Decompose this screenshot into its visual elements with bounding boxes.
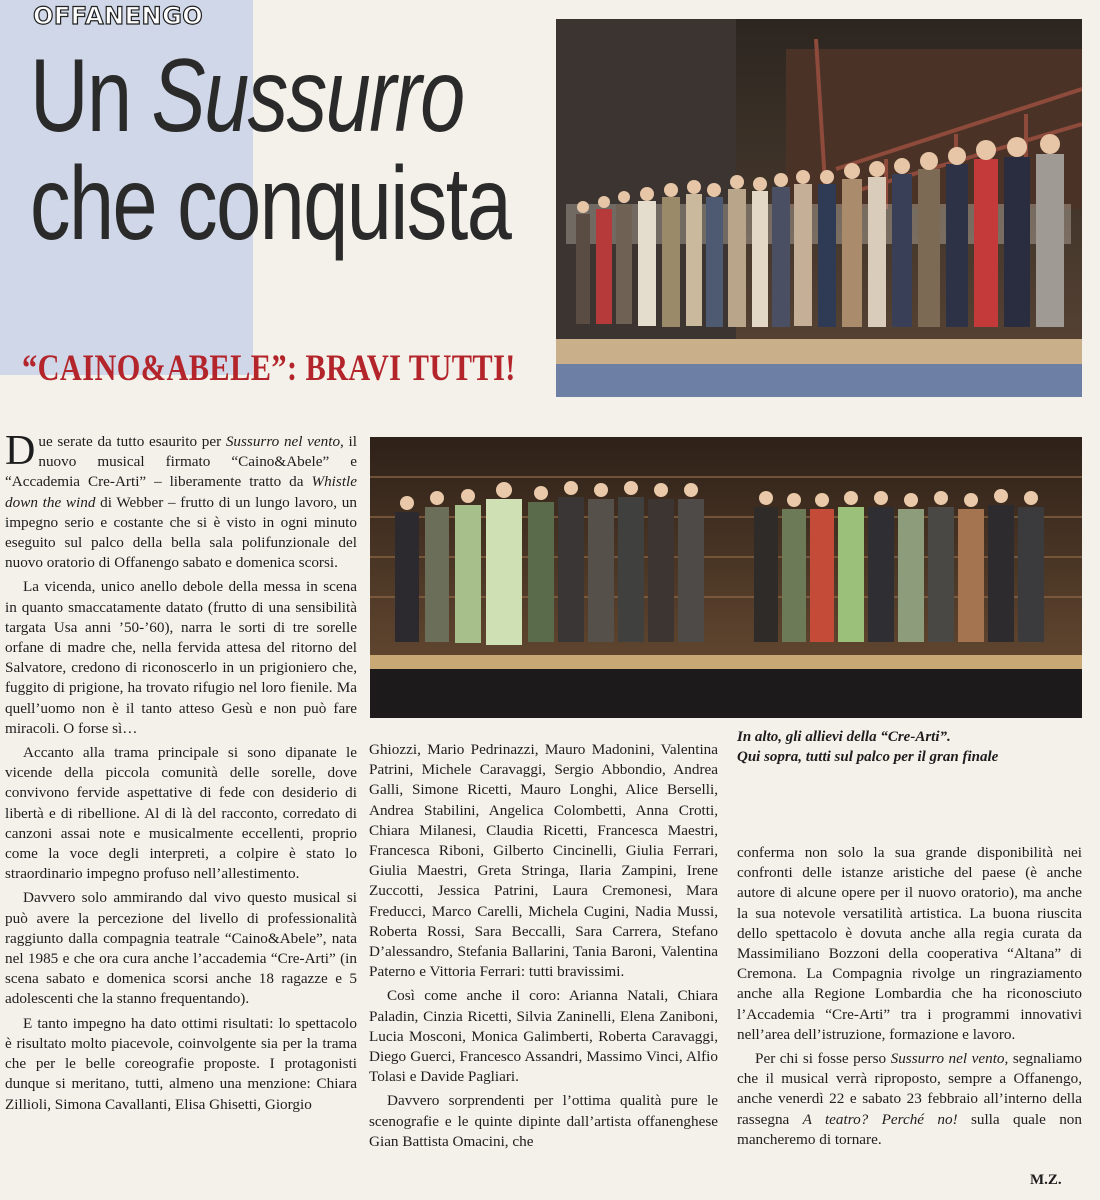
headline	[30, 38, 511, 262]
caption-line-2: Qui sopra, tutti sul palco per il gran finale	[737, 749, 999, 765]
article-paragraph-3: Accanto alla trama principale si sono dipanate le vicende della piccola comunità delle sorelle, dove convivono fervide aspettative di fede con desiderio di libertà e di ribellione. Al di là del racconto, corredato di canzoni assai note e musicalmente eccellenti, proprio come la voce degli interpreti, a colpire è stato lo straordinario impegno profuso nell’allestimento.	[5, 744, 357, 883]
article-paragraph-5: E tanto impegno ha dato ottimi risultati: lo spettacolo è risultato molto piacevole, coinvolgente sia per la trama che per le belle coreografie proposte. I protagonisti dunque si meritano, tutti, almeno una menzione: Chiara Zillioli, Simona Cavallanti, Elisa Ghisetti, Giorgio	[5, 1014, 357, 1113]
photo-caption	[737, 727, 1082, 767]
article-paragraph-1: Due serate da tutto esaurito per Sussurro nel vento, il nuovo musical firmato “Caino&Abele” e “Accademia Cre-Arti” – liberamente tratto da Whistle down the wind di Webber – frutto di un lungo lavoro, un impegno serio e costante che si è visto in ogni minuto eseguito sul palco della bella sala polifunzionale del nuovo oratorio di Offanengo sabato e domenica scorsi.	[5, 428, 357, 572]
article-column-2	[369, 740, 718, 1156]
bottom-photo	[370, 437, 1082, 718]
author-signature: M.Z.	[1030, 1172, 1062, 1188]
article-paragraph-6: Ghiozzi, Mario Pedrinazzi, Mauro Madonini, Valentina Patrini, Michele Caravaggi, Sergio Abbondio, Andrea Galli, Simone Ricetti, Mauro Longhi, Alice Berselli, Andrea Stabilini, Angelica Colombetti, Anna Crotti, Chiara Milanesi, Claudia Ricetti, Francesca Maestri, Francesca Riboni, Gilberto Cincinelli, Giulia Ferrari, Giulia Maestri, Greta Stringa, Ilaria Zampini, Irene Zuccotti, Jessica Patrini, Laura Cremonesi, Mara Freducci, Marco Carelli, Michela Cugini, Nadia Mussi, Roberta Rossi, Sara Beccalli, Sara Carrera, Stefano D’alessandro, Stefania Ballarini, Tania Baroni, Valentina Paterno e Vittoria Ferrari: tutti bravissimi.	[369, 741, 718, 981]
article-paragraph-4: Davvero solo ammirando dal vivo questo musical si può avere la percezione del livello di professionalità raggiunto dalla compagnia teatrale “Caino&Abele”, nata nel 1985 e che ora cura anche l’accademia “Cre-Arti” (in scena sabato e domenica scorsi anche 18 ragazze e 5 adolescenti che la stanno frequentando).	[5, 889, 357, 1008]
article-paragraph-2: La vicenda, unico anello debole della messa in scena in quanto smaccatamente datato (frutto di una sensibilità targata Usa anni ’50-’60), narra le sorti di tre sorelle orfane di madre che, nella fervida attesa del ritorno del Salvatore, credono di riconoscerlo in un prigioniero che, fuggito di prigione, ha trovato rifugio nel loro fienile. Ma quell’uomo non è il tanto atteso Gesù e non può fare miracoli. O forse sì…	[5, 578, 357, 737]
article-paragraph-9: conferma non solo la sua grande disponibilità nei confronti delle istanze aristiche del paese (è anche autore di alcune opere per il nuovo oratorio), ma anche la sua notevole versatilità artistica. La buona riuscita dello spettacolo è dovuta anche alla regia curata da Massimiliano Bozzoni della cooperativa “Altana” di Cremona. La Compagnia rivolge un ringraziamento anche alla Regione Lombardia che ha riconosciuto l’Accademia “Cre-Arti” tra i programmi innovativi nell’area dell’istruzione, formazione e lavoro.	[737, 844, 1082, 1043]
article-column-1	[5, 428, 357, 1119]
section-kicker: OFFANENGO	[33, 2, 204, 30]
headline-line1: Un Sussurro	[30, 38, 464, 154]
article-paragraph-10: Per chi si fosse perso Sussurro nel vento, segnaliamo che il musical verrà riproposto, sempre a Offanengo, anche venerdì 22 e sabato 23 febbraio all’interno della rassegna A teatro? Perché no! sulla quale non mancheremo di tornare.	[737, 1050, 1082, 1148]
headline-line2: che conquista	[30, 146, 511, 262]
bottom-photo-illustration	[370, 437, 1082, 718]
caption-line-1: In alto, gli allievi della “Cre-Arti”.	[737, 729, 951, 745]
top-photo	[556, 19, 1082, 397]
top-photo-illustration	[556, 19, 1082, 397]
subheadline: “CAINO&ABELE”: BRAVI TUTTI!	[22, 348, 516, 389]
article-paragraph-8: Davvero sorprendenti per l’ottima qualità pure le scenografie e le quinte dipinte dall’artista offanenghese Gian Battista Omacini, che	[369, 1092, 718, 1150]
article-column-3	[737, 843, 1082, 1154]
drop-cap: D	[5, 428, 36, 474]
article-paragraph-7: Così come anche il coro: Arianna Natali, Chiara Paladin, Cinzia Ricetti, Silvia Zaninelli, Elena Zaniboni, Lucia Mosconi, Monica Galimberti, Roberta Caravaggi, Diego Guerci, Francesco Assandri, Massimo Vinci, Alfio Tolasi e Davide Pagliari.	[369, 987, 718, 1086]
